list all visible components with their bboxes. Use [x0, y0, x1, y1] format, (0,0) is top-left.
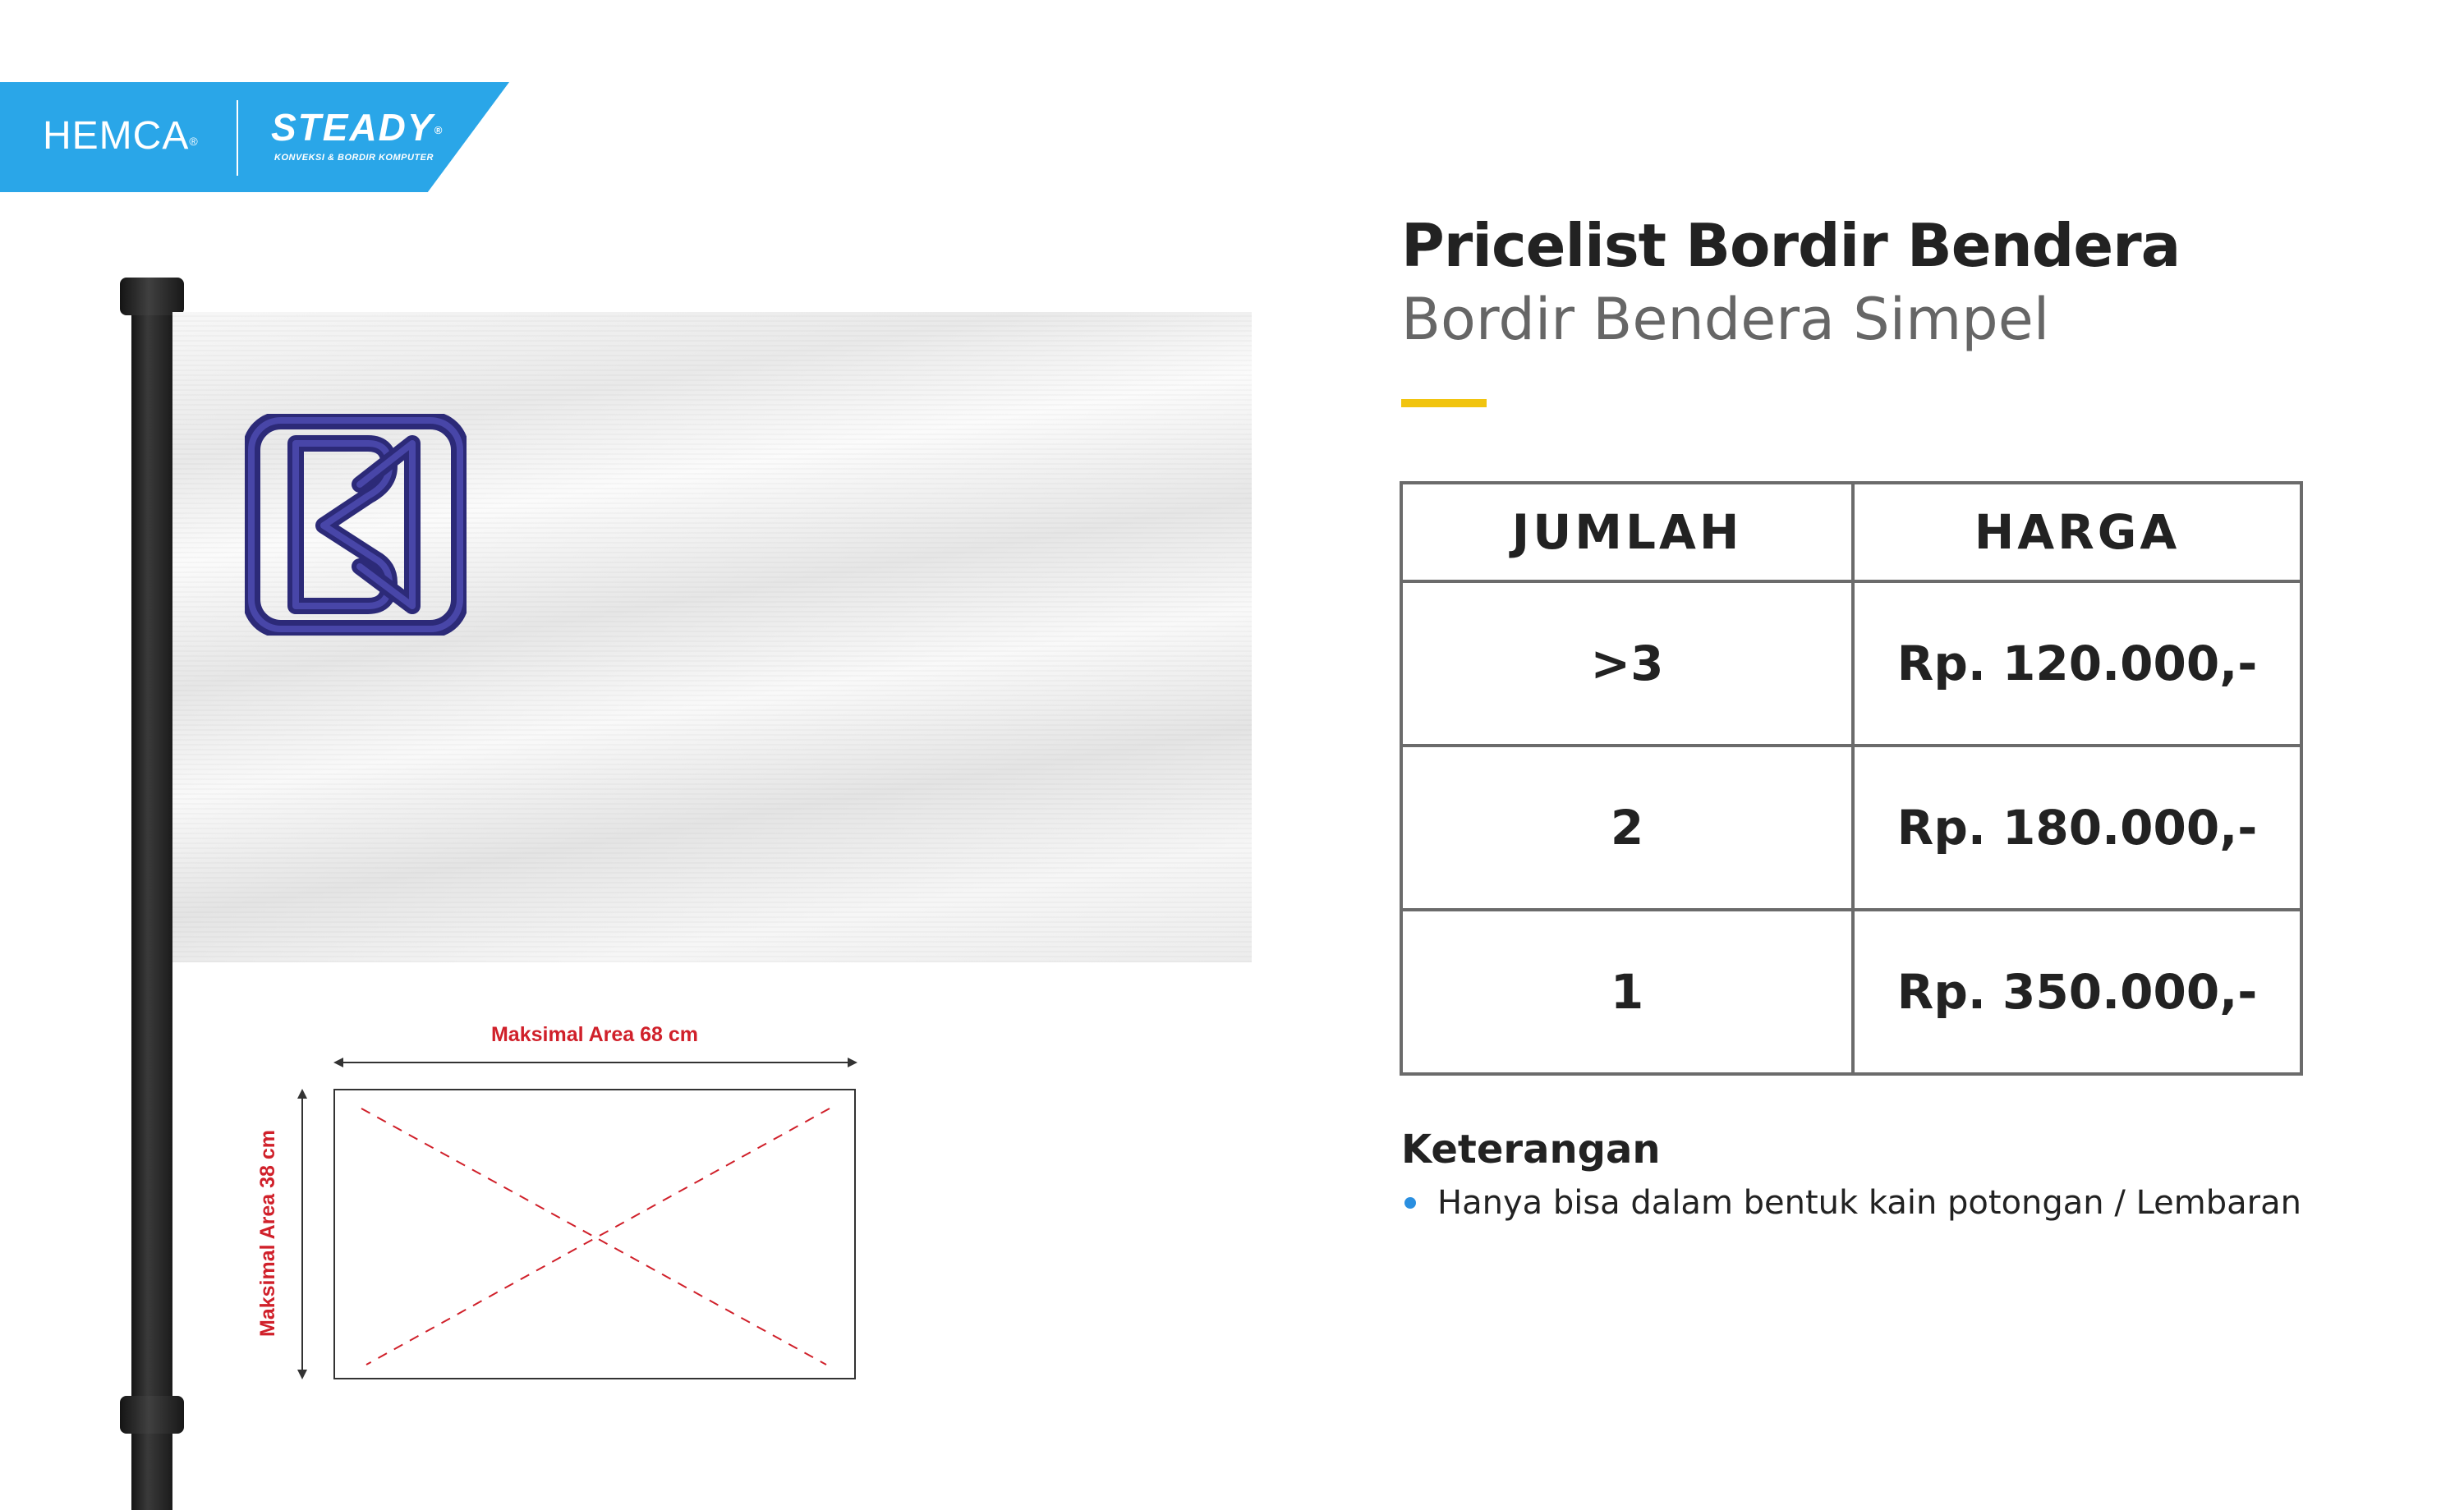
width-dimension-label: Maksimal Area 68 cm	[490, 1023, 698, 1046]
notes-item-text: Hanya bisa dalam bentuk kain potongan / Lembaran	[1437, 1184, 2301, 1222]
steady-logo-text: STEADY	[271, 106, 434, 149]
notes-list-item	[1401, 1184, 2301, 1222]
price-cell: Rp. 120.000,-	[1853, 581, 2301, 746]
table-row	[1401, 581, 2301, 746]
table-row	[1401, 746, 2301, 910]
table-row	[1401, 910, 2301, 1074]
height-dimension-label: Maksimal Area 38 cm	[256, 1130, 279, 1338]
bullet-icon	[1404, 1197, 1416, 1209]
steady-tagline: KONVEKSI & BORDIR KOMPUTER	[274, 153, 434, 163]
hemca-registered-mark: ®	[189, 135, 199, 148]
page-subtitle: Bordir Bendera Simpel	[1401, 286, 2050, 353]
page-title: Pricelist Bordir Bendera	[1401, 211, 2181, 280]
steady-registered-mark: ®	[434, 124, 444, 136]
quantity-cell: 1	[1401, 910, 1853, 1074]
accent-bar	[1401, 399, 1487, 407]
column-header-jumlah: JUMLAH	[1401, 483, 1853, 581]
price-table	[1400, 481, 2303, 1076]
price-cell: Rp. 180.000,-	[1853, 746, 2301, 910]
column-header-harga: HARGA	[1853, 483, 2301, 581]
quantity-cell: 2	[1401, 746, 1853, 910]
quantity-cell: >3	[1401, 581, 1853, 746]
notes-heading: Keterangan	[1401, 1127, 1661, 1173]
hemca-logo-text: HEMCA	[43, 114, 190, 158]
price-cell: Rp. 350.000,-	[1853, 910, 2301, 1074]
table-header-row	[1401, 483, 2301, 581]
area-dimension-guides	[0, 0, 903, 1510]
